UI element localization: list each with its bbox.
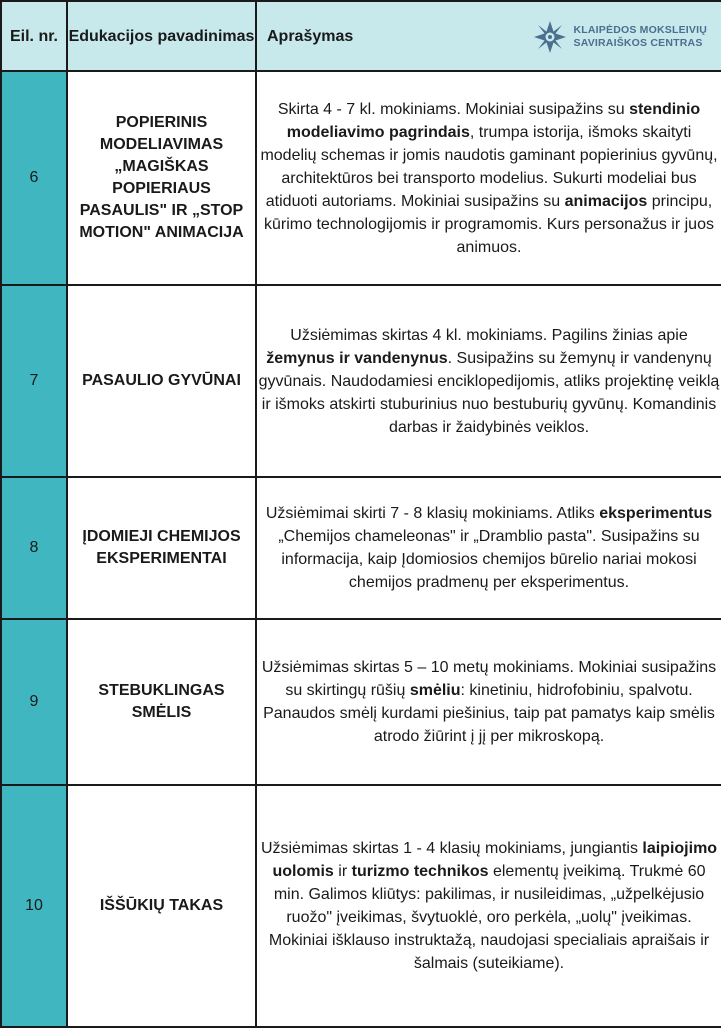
table-header-row: [1, 1, 721, 71]
table-row: [1, 477, 721, 619]
header-name: Edukacijos pavadinimas: [67, 1, 256, 71]
logo-wordmark: [573, 24, 707, 50]
education-name: POPIERINIS MODELIAVIMAS „MAGIŠKAS POPIERIAUS PASAULIS" IR „STOP MOTION" ANIMACIJA: [67, 71, 256, 285]
description-bold-text: animacijos: [564, 192, 648, 210]
logo-line-2: SAVIRAIŠKOS CENTRAS: [573, 37, 703, 49]
description-text: elementų įveikimą. Trukmė 60 min. Galimos kliūtys: pakilimas, ir nusileidimas, „užpelkėjusio ruožo" įveikimas, švytuoklė, oro perkėla, „uolų" įveikimas. Mokiniai išklauso instruktažą, naudojasi specialiais apraišais ir šalmais (suteikiame).: [268, 863, 710, 972]
education-description: [256, 619, 721, 785]
education-name: IŠŠŪKIŲ TAKAS: [67, 785, 256, 1027]
description-text: Užsiėmimas skirtas 1 - 4 klasių mokiniams, jungiantis: [260, 840, 643, 857]
description-text: . Susipažins su žemynų ir vandenynų gyvūnais. Naudodamiesi enciklopedijomis, atliks projektinę veiklą ir išmoks atskirti stuburinius nuo bestuburių gyvūnų. Komandinis darbas ir žaidybinės veiklos.: [258, 349, 720, 436]
row-number: 8: [1, 477, 67, 619]
row-number: 9: [1, 619, 67, 785]
education-description: [256, 71, 721, 285]
table-row: [1, 785, 721, 1027]
description-text: Skirta 4 - 7 kl. mokiniams. Mokiniai susipažins su: [277, 100, 630, 118]
description-bold-text: eksperimentus: [599, 505, 713, 522]
education-description: [256, 477, 721, 619]
description-text: principu, kūrimo technologijomis ir programomis. Kurs personažus ir juos animuos.: [264, 192, 714, 256]
education-description: [256, 285, 721, 477]
description-text: , trumpa istorija, išmoks skaityti modelių schemas ir jomis naudotis gaminant popierinius gyvūnų, architektūros bei transporto modelius. Sukurti modeliai bus atiduoti autoriams. Mokiniai susipažins su: [260, 123, 718, 210]
table-row: [1, 285, 721, 477]
logo-line-1: KLAIPĖDOS MOKSLEIVIŲ: [573, 24, 707, 36]
header-nr: Eil. nr.: [1, 1, 67, 71]
description-text: Užsiėmimas skirtas 4 kl. mokiniams. Pagilins žinias apie: [290, 326, 688, 344]
table-row: [1, 619, 721, 785]
row-number: 6: [1, 71, 67, 285]
description-bold-text: turizmo technikos: [351, 863, 489, 880]
row-number: 7: [1, 285, 67, 477]
description-bold-text: smėliu: [409, 682, 461, 699]
row-number: 10: [1, 785, 67, 1027]
education-name: ĮDOMIEJI CHEMIJOS EKSPERIMENTAI: [67, 477, 256, 619]
description-bold-text: stendinio modeliavimo pagrindais: [286, 100, 701, 141]
education-name: PASAULIO GYVŪNAI: [67, 285, 256, 477]
header-description-label: Aprašymas: [267, 27, 354, 45]
description-bold-text: laipiojimo uolomis: [272, 840, 718, 880]
description-text: ir: [333, 863, 352, 880]
compass-star-icon: [533, 20, 567, 54]
description-text: Užsiėmimas skirtas 5 – 10 metų mokiniams. Mokiniai susipažins su skirtingų rūšių: [261, 659, 717, 699]
description-text: „Chemijos chameleonas" ir „Dramblio pasta". Susipažins su informacija, kaip Įdomiosios chemijos būrelio nariai mokosi chemijos pradmenų per eksperimentus.: [278, 528, 700, 591]
header-description: [256, 1, 721, 71]
organization-logo: [533, 20, 707, 54]
description-bold-text: žemynus ir vandenynus: [266, 349, 448, 367]
description-text: Užsiėmimai skirti 7 - 8 klasių mokiniams. Atliks: [265, 505, 600, 522]
education-description: [256, 785, 721, 1027]
table-row: [1, 71, 721, 285]
education-name: STEBUKLINGAS SMĖLIS: [67, 619, 256, 785]
description-text: : kinetiniu, hidrofobiniu, spalvotu. Panaudos smėlį kurdami piešinius, taip pat pamatys kaip smėlis atrodo žiūrint į jį per mikroskopą.: [263, 682, 715, 745]
